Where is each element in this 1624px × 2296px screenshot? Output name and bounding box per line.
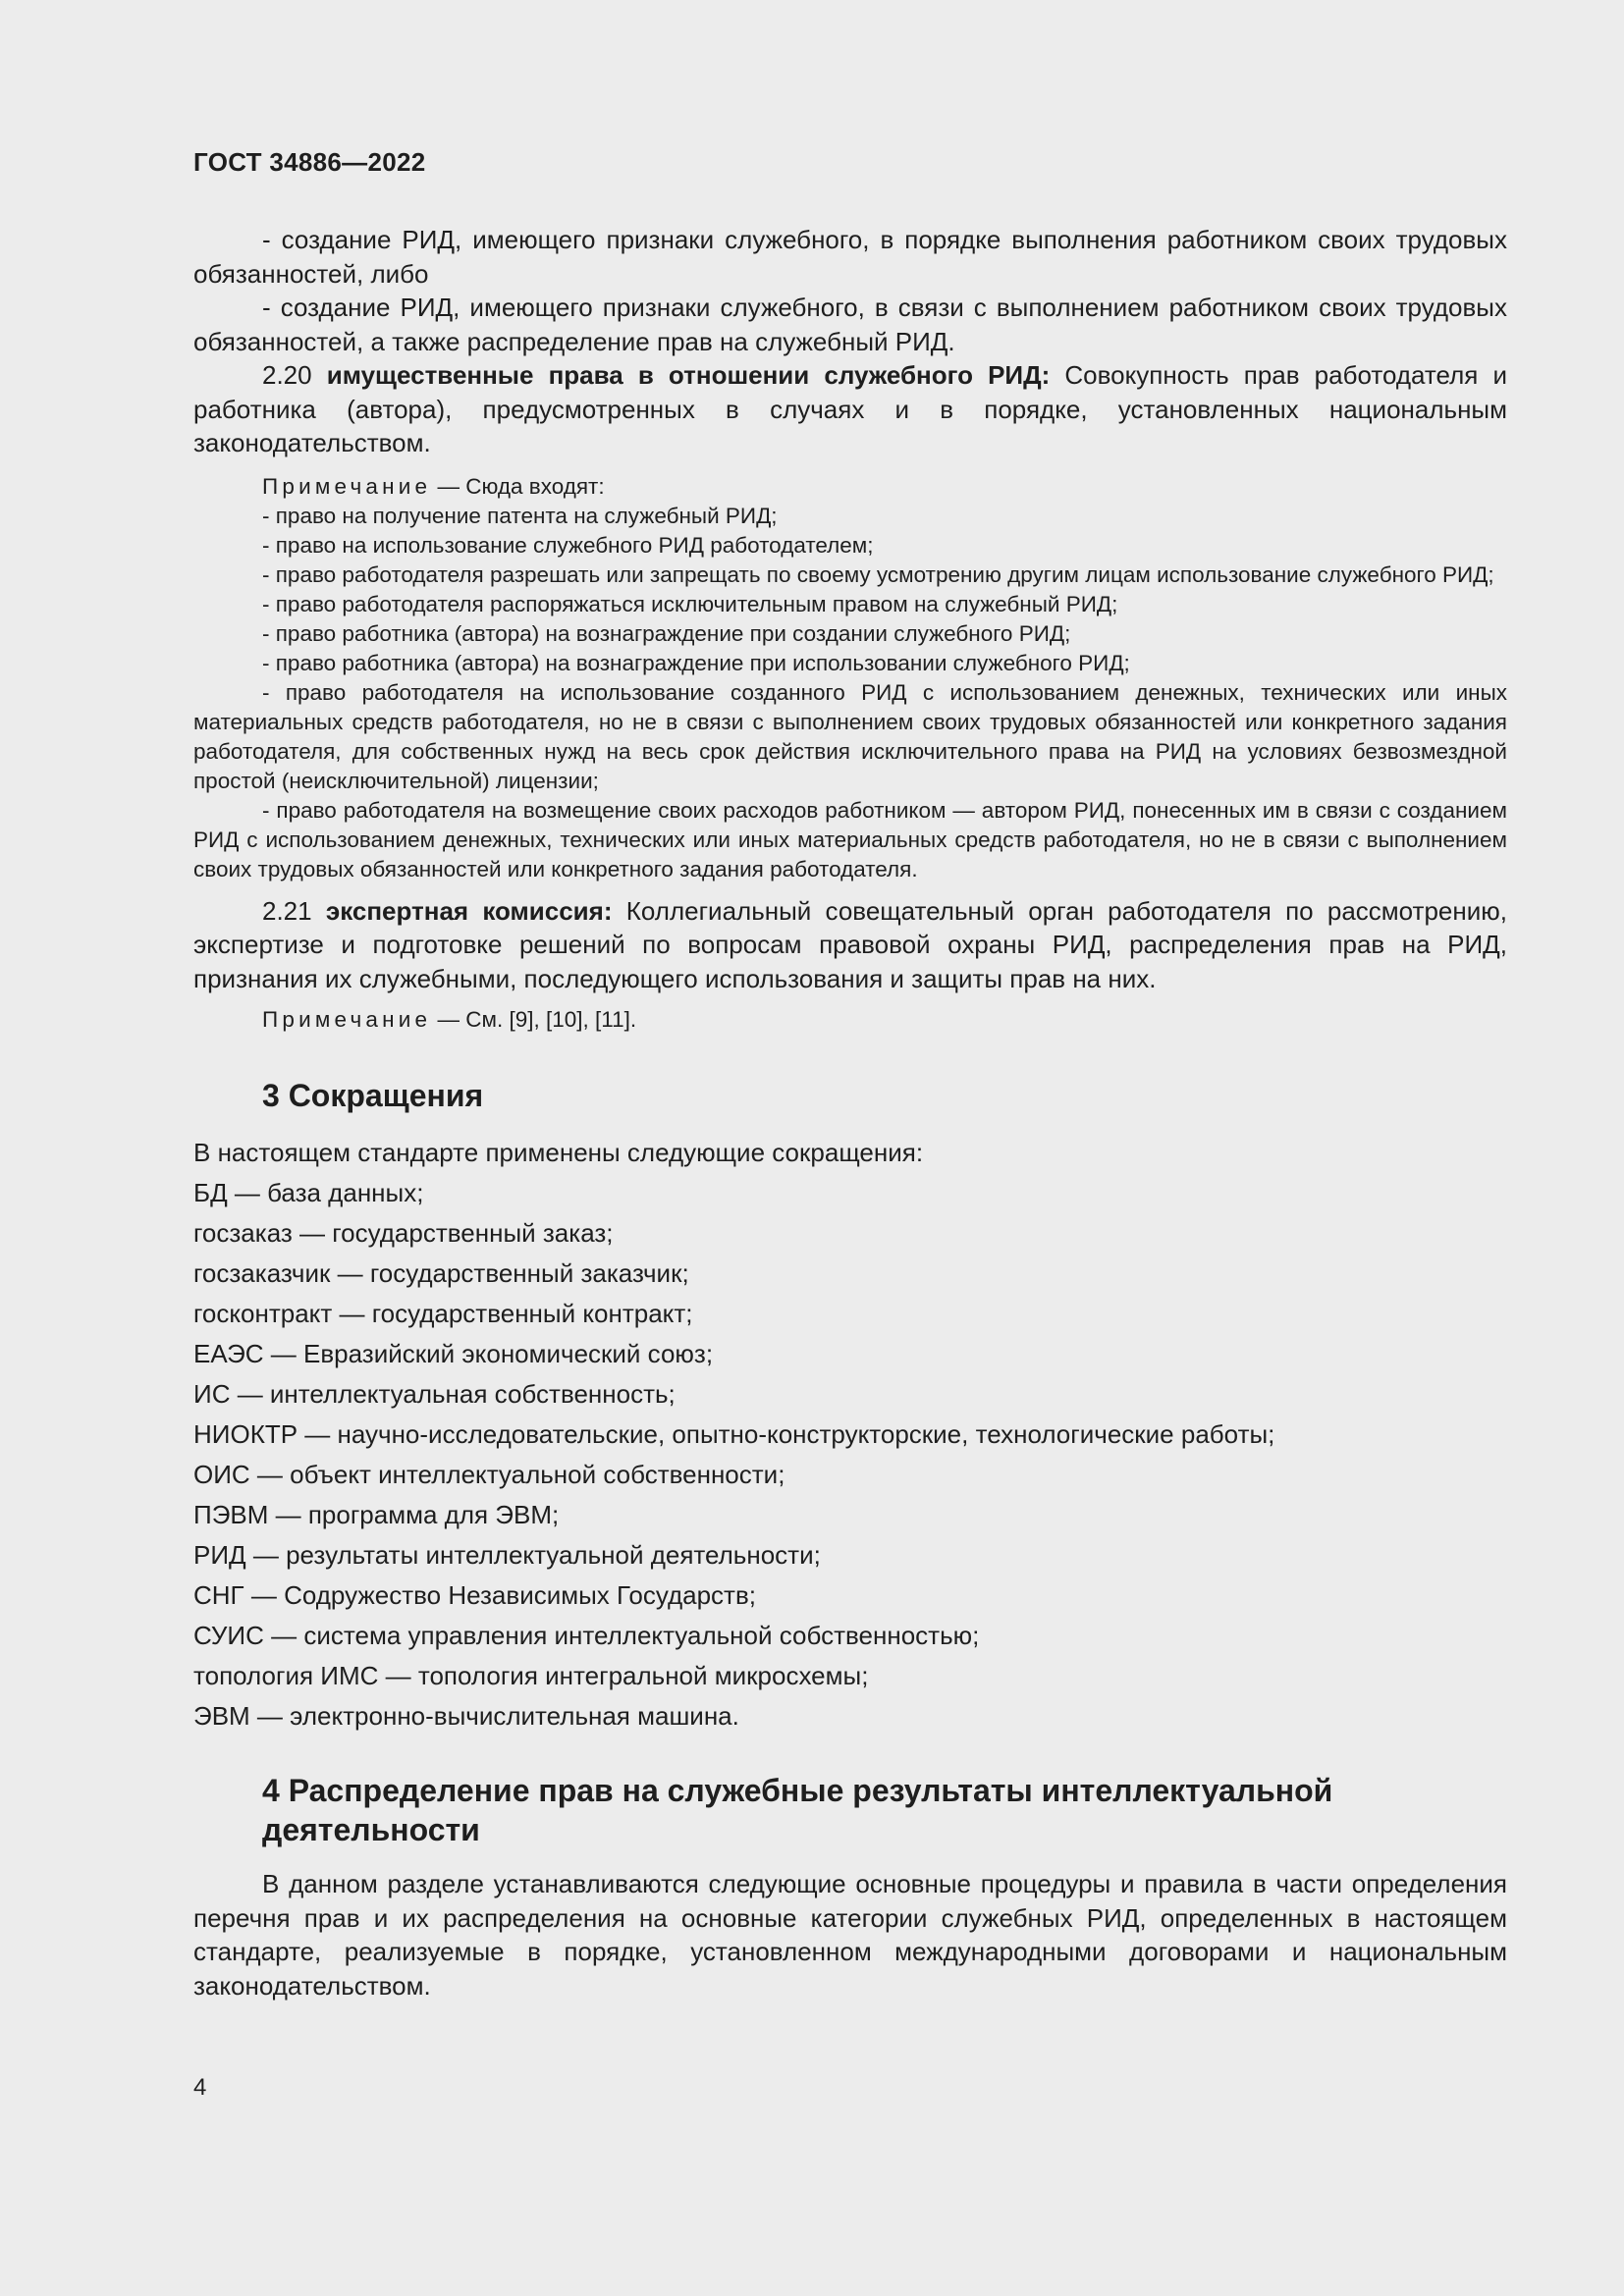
page-number: 4 (193, 2074, 207, 2101)
document-header: ГОСТ 34886—2022 (193, 147, 426, 177)
clause-2-20 (193, 358, 1507, 460)
abbreviations-list (193, 1133, 1507, 1736)
section-4-heading (262, 1771, 1507, 1849)
list-item: БД — база данных; (193, 1178, 424, 1207)
note-label: Примечание (262, 1007, 432, 1032)
section-4-title-line: деятельности (262, 1812, 480, 1847)
list-item: ИС — интеллектуальная собственность; (193, 1379, 676, 1409)
section-4-intro: В данном разделе устанавливаются следующие основные процедуры и правила в части определения перечня прав и их распределения на основные категории служебных РИД, определенных в настоящем стандарте, реализуемые в порядке, установленном международными договорами и национальным законодательством. (193, 1869, 1507, 2001)
note-block (193, 472, 1507, 884)
list-item: НИОКТР — научно-исследовательские, опытно-конструкторские, технологические работы; (193, 1419, 1275, 1449)
clause-term: имущественные права в отношении служебного РИД: (326, 360, 1051, 390)
list-item: РИД — результаты интеллектуальной деятельности; (193, 1540, 821, 1570)
note-text: — См. [9], [10], [11]. (437, 1007, 637, 1032)
clause-term: экспертная комиссия: (325, 895, 613, 926)
section-intro: В настоящем стандарте применены следующие сокращения: (193, 1138, 924, 1167)
list-item: госконтракт — государственный контракт; (193, 1299, 693, 1328)
note-2-21 (193, 1005, 1507, 1035)
list-item: ПЭВМ — программа для ЭВМ; (193, 1500, 560, 1529)
note-lead (193, 472, 1507, 502)
clause-number: 2.20 (262, 360, 312, 390)
note-item: - право на использование служебного РИД работодателем; (262, 532, 874, 558)
clause-2-21 (193, 894, 1507, 996)
note-label: Примечание (262, 473, 432, 499)
note-lead-text: — Сюда входят: (437, 473, 605, 499)
note-item: - право работодателя разрешать или запрещать по своему усмотрению другим лицам использование служебного РИД; (262, 561, 1494, 587)
list-item: ОИС — объект интеллектуальной собственности; (193, 1460, 785, 1489)
list-item: топология ИМС — топология интегральной микросхемы; (193, 1661, 869, 1690)
clause-number: 2.21 (262, 895, 312, 926)
note-item: - право работника (автора) на вознаграждение при создании служебного РИД; (262, 620, 1071, 646)
bullet-paragraph: - создание РИД, имеющего признаки служебного, в связи с выполнением работником своих трудовых обязанностей, а также распределение прав на служебный РИД. (193, 293, 1507, 356)
note-item: - право работодателя на использование созданного РИД с использованием денежных, технических или иных материальных средств работодателя, но не в связи с выполнением своих трудовых обязанностей или конкретного задания работодателя, для собственных нужд на весь срок действия исключительного права на РИД на условиях безвозмездной простой (неисключительной) лицензии; (193, 679, 1507, 793)
list-item: СНГ — Содружество Независимых Государств; (193, 1580, 757, 1610)
section-3-heading: 3 Сокращения (262, 1078, 484, 1113)
note-item: - право работника (автора) на вознаграждение при использовании служебного РИД; (262, 650, 1130, 675)
note-item: - право на получение патента на служебный РИД; (262, 503, 778, 528)
clause-definition: Коллегиальный совещательный орган работодателя по рассмотрению, экспертизе и подготовке решений по вопросам правовой охраны РИД, распределения прав на РИД, признания их служебными, последующего использования и защиты прав на них. (193, 895, 1507, 993)
section-4-title-line: 4 Распределение прав на служебные результаты интеллектуальной (262, 1773, 1333, 1808)
document-body (193, 223, 1507, 2002)
note-item: - право работодателя на возмещение своих расходов работником — автором РИД, понесенных им в связи с созданием РИД с использованием денежных, технических или иных материальных средств работодателя, но не в связи с выполнением своих трудовых обязанностей или конкретного задания работодателя. (193, 797, 1507, 881)
list-item: госзаказчик — государственный заказчик; (193, 1258, 689, 1288)
list-item: СУИС — система управления интеллектуальной собственностью; (193, 1621, 980, 1650)
bullet-paragraph: - создание РИД, имеющего признаки служебного, в порядке выполнения работником своих трудовых обязанностей, либо (193, 225, 1507, 289)
note-item: - право работодателя распоряжаться исключительным правом на служебный РИД; (262, 591, 1118, 616)
clause-definition: Совокупность прав работодателя и работника (автора), предусмотренных в случаях и в порядке, установленных национальным законодательством. (193, 360, 1507, 457)
list-item: госзаказ — государственный заказ; (193, 1218, 614, 1248)
list-item: ЕАЭС — Евразийский экономический союз; (193, 1339, 714, 1368)
list-item: ЭВМ — электронно-вычислительная машина. (193, 1701, 739, 1731)
